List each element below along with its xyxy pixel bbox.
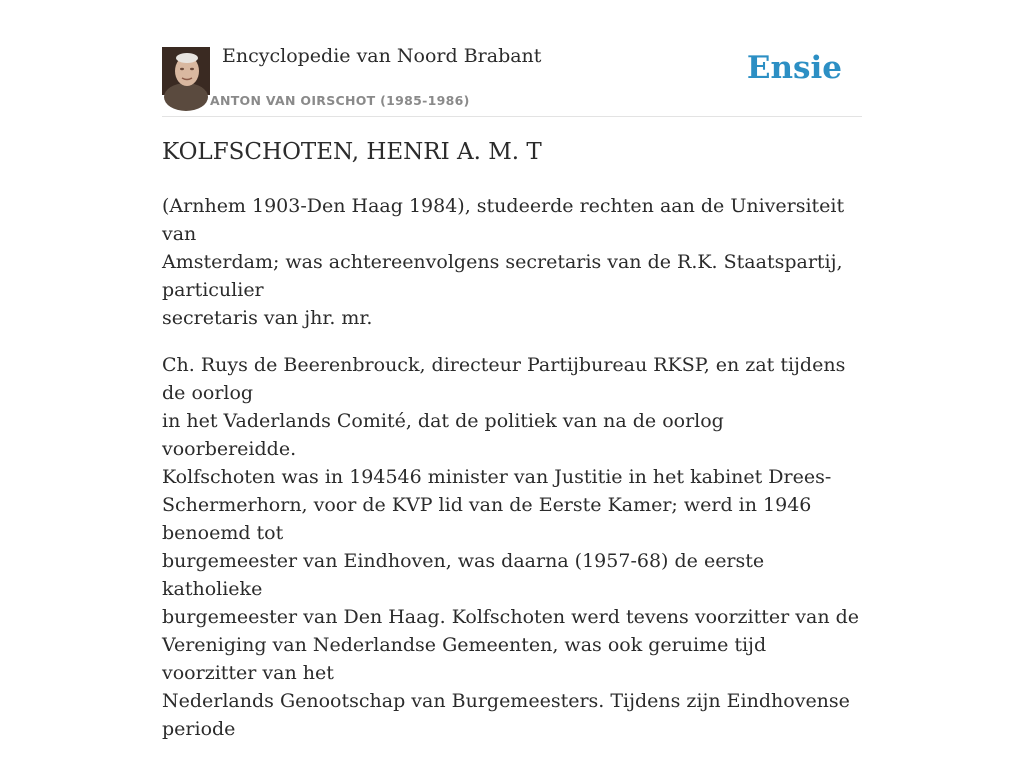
text-line: secretaris van jhr. mr.: [162, 307, 373, 329]
text-line: Schermerhorn, voor de KVP lid van de Eerste Kamer; werd in 1946 benoemd tot: [162, 494, 812, 544]
article-header: [162, 0, 862, 117]
text-line: in het Vaderlands Comité, dat de politiek van na de oorlog voorbereidde.: [162, 410, 724, 460]
brand-logo[interactable]: Ensie: [746, 50, 842, 86]
article-headword: KOLFSCHOTEN, HENRI A. M. T: [162, 139, 542, 165]
author-name[interactable]: ANTON VAN OIRSCHOT (1985-1986): [210, 93, 470, 108]
text-line: Amsterdam; was achtereenvolgens secretaris van de R.K. Staatspartij, particulier: [162, 251, 843, 301]
paragraph-1: [162, 192, 862, 332]
text-line: Kolfschoten was in 194546 minister van Justitie in het kabinet Drees-: [162, 466, 832, 488]
text-line: (Arnhem 1903-Den Haag 1984), studeerde rechten aan de Universiteit van: [162, 195, 845, 245]
paragraph-2: [162, 351, 862, 743]
author-portrait-icon: [162, 47, 210, 95]
author-avatar[interactable]: [162, 47, 210, 95]
text-line: Nederlands Genootschap van Burgemeesters. Tijdens zijn Eindhovense periode: [162, 690, 850, 740]
text-line: burgemeester van Den Haag. Kolfschoten werd tevens voorzitter van de: [162, 606, 859, 628]
source-title[interactable]: Encyclopedie van Noord Brabant: [222, 45, 542, 67]
text-line: burgemeester van Eindhoven, was daarna (1957-68) de eerste katholieke: [162, 550, 765, 600]
text-line: Ch. Ruys de Beerenbrouck, directeur Partijbureau RKSP, en zat tijdens de oorlog: [162, 354, 846, 404]
text-line: Vereniging van Nederlandse Gemeenten, was ook geruime tijd voorzitter van het: [162, 634, 767, 684]
article-body: [162, 192, 862, 762]
